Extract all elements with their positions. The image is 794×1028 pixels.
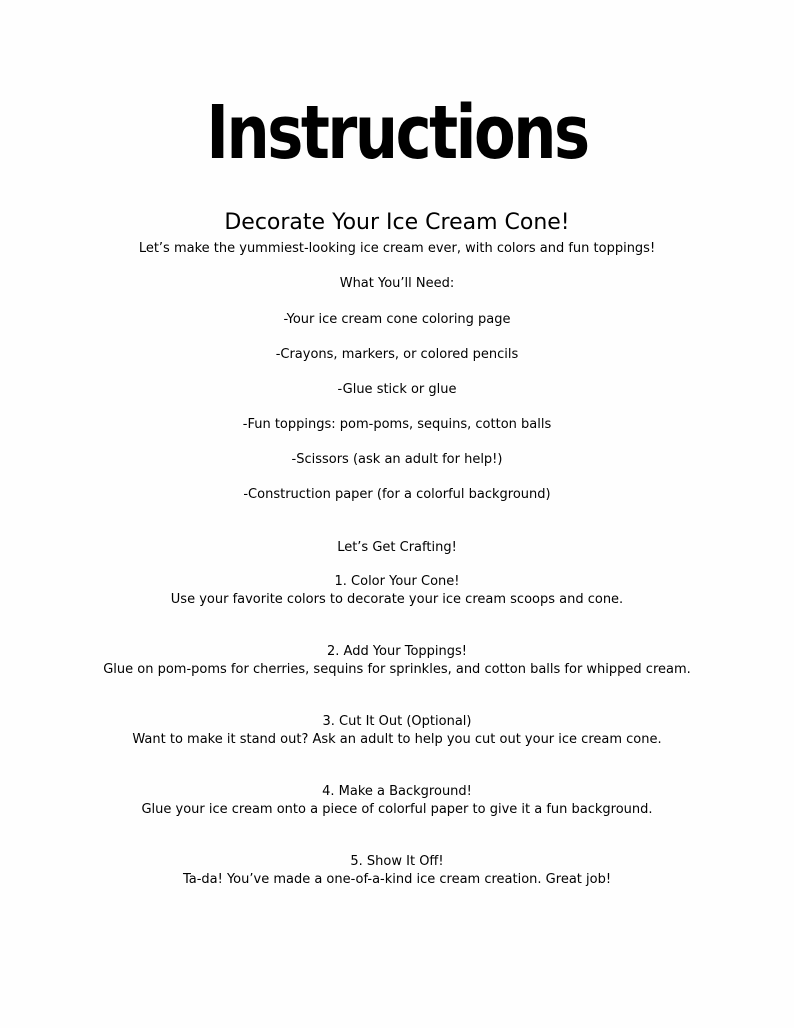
step-title: 5. Show It Off! — [350, 854, 444, 869]
step-text: Glue your ice cream onto a piece of colorful paper to give it a fun background. — [141, 802, 653, 817]
step-title: 1. Color Your Cone! — [334, 574, 460, 589]
needs-heading: What You’ll Need: — [339, 276, 455, 291]
needs-item: -Crayons, markers, or colored pencils — [275, 347, 519, 362]
step-text: Glue on pom-poms for cherries, sequins for sprinkles, and cotton balls for whipped cream. — [103, 662, 691, 677]
page-title: Instructions — [206, 90, 588, 176]
needs-item: -Construction paper (for a colorful background) — [243, 487, 551, 502]
step-text: Want to make it stand out? Ask an adult to help you cut out your ice cream cone. — [132, 732, 662, 747]
intro-text: Let’s make the yummiest-looking ice cream ever, with colors and fun toppings! — [138, 241, 656, 256]
needs-item: -Your ice cream cone coloring page — [283, 312, 511, 327]
needs-item: -Fun toppings: pom-poms, sequins, cotton balls — [242, 417, 552, 432]
step-text: Ta-da! You’ve made a one-of-a-kind ice cream creation. Great job! — [182, 872, 612, 887]
steps-heading: Let’s Get Crafting! — [337, 540, 457, 555]
step-title: 3. Cut It Out (Optional) — [322, 714, 472, 729]
needs-item: -Scissors (ask an adult for help!) — [291, 452, 503, 467]
page-subtitle: Decorate Your Ice Cream Cone! — [224, 210, 570, 235]
step-text: Use your favorite colors to decorate your ice cream scoops and cone. — [170, 592, 624, 607]
needs-item: -Glue stick or glue — [337, 382, 457, 397]
step-title: 2. Add Your Toppings! — [327, 644, 467, 659]
step-title: 4. Make a Background! — [322, 784, 472, 799]
